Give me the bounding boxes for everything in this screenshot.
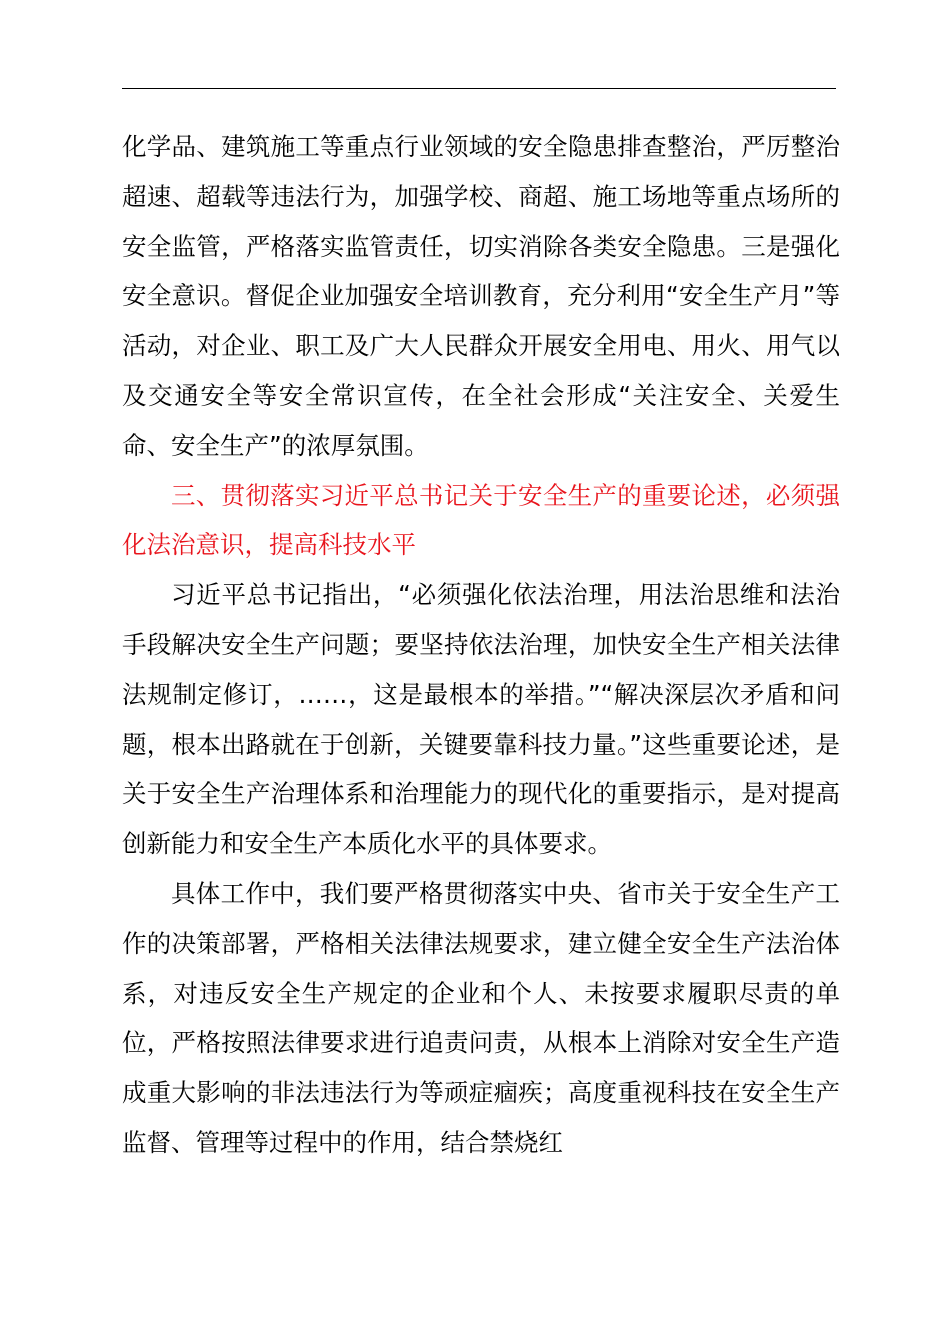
document-body: [122, 122, 840, 1168]
paragraph-quote: 习近平总书记指出，“必须强化依法治理，用法治思维和法治手段解决安全生产问题；要坚持依法治理，加快安全生产相关法律法规制定修订，……，这是最根本的举措。”“解决深层次矛盾和问题，根本出路就在于创新，关键要靠科技力量。”这些重要论述，是关于安全生产治理体系和治理能力的现代化的重要指示，是对提高创新能力和安全生产本质化水平的具体要求。: [122, 580, 840, 859]
section-heading: 三、贯彻落实习近平总书记关于安全生产的重要论述，必须强化法治意识，提高科技水平: [122, 480, 840, 560]
header-rule: [122, 88, 836, 89]
paragraph-work: 具体工作中，我们要严格贯彻落实中央、省市关于安全生产工作的决策部署，严格相关法律法规要求，建立健全安全生产法治体系，对违反安全生产规定的企业和个人、未按要求履职尽责的单位，严格按照法律要求进行追责问责，从根本上消除对安全生产造成重大影响的非法违法行为等顽症痼疾；高度重视科技在安全生产监督、管理等过程中的作用，结合禁烧红: [122, 878, 840, 1157]
paragraph-continuation: 化学品、建筑施工等重点行业领域的安全隐患排查整治，严厉整治超速、超载等违法行为，加强学校、商超、施工场地等重点场所的安全监管，严格落实监管责任，切实消除各类安全隐患。三是强化安全意识。督促企业加强安全培训教育，充分利用“安全生产月”等活动，对企业、职工及广大人民群众开展安全用电、用火、用气以及交通安全等安全常识宣传，在全社会形成“关注安全、关爱生命、安全生产”的浓厚氛围。: [122, 132, 840, 460]
